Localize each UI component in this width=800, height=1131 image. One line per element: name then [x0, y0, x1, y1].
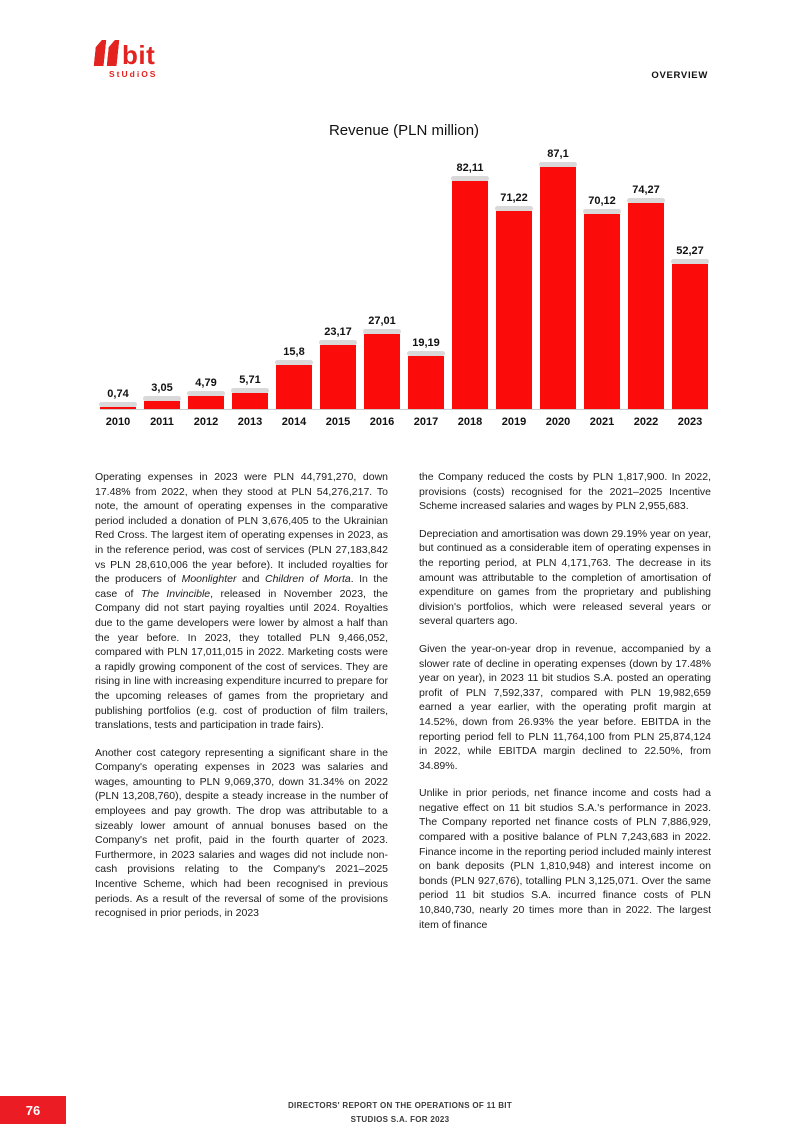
bar-value-label: 71,22	[500, 192, 528, 205]
paragraph	[419, 642, 711, 773]
year-label: 2021	[589, 416, 615, 428]
paragraph	[95, 746, 388, 921]
year-label: 2011	[150, 416, 174, 428]
logo-word: bit	[122, 39, 156, 70]
body-text: the Company reduced the costs by PLN 1,817,900. In 2022, provisions (costs) recognised for the 2021–2025 Incentive Scheme increased salaries and wages by PLN 2,955,683.	[419, 471, 711, 513]
bar	[408, 356, 444, 409]
bar-value-label: 87,1	[547, 148, 569, 161]
bar-column	[584, 195, 620, 409]
chart-title: Revenue (PLN million)	[328, 122, 480, 139]
footer-title-line1: DIRECTORS' REPORT ON THE OPERATIONS OF 11 BIT	[287, 1101, 513, 1110]
logo-subtext: StUdiOS	[109, 69, 158, 79]
body-text: Given the year-on-year drop in revenue, accompanied by a slower rate of decline in operating expenses (down by 17.48% year on year), in 2023 11 bit studios S.A. posted an operating profit of PLN 7,592,337, compared with PLN 19,982,659 earned a year earlier, with the operating profit margin at 14.52%, down from 26.93% the year before. EBITDA in the reporting period fell to PLN 11,764,100 from PLN 25,874,124 in 2022, while EBITDA margin declined to 22.50%, from 34.89%.	[419, 642, 711, 772]
x-axis-line	[100, 409, 708, 410]
section-label: OVERVIEW	[651, 70, 708, 81]
bar-column	[364, 315, 400, 409]
bar	[452, 181, 488, 409]
bar-column	[672, 245, 708, 409]
bar	[320, 345, 356, 409]
paragraph	[419, 527, 711, 629]
year-label: 2019	[501, 416, 527, 428]
text-column-right	[419, 470, 711, 945]
body-text: Unlike in prior periods, net finance income and costs had a negative effect on 11 bit studios S.A.'s performance in 2023. The Company reported net finance costs of PLN 7,886,929, compared with a positive balance of PLN 7,243,683 in 2022. Finance income in the reporting period included mainly interest on bank deposits (PLN 1,810,948) and interest income on bonds (PLN 927,676), totalling PLN 3,125,071. Over the same period 11 bit studios S.A. incurred finance costs of PLN 10,840,730, nearly 20 times more than in 2022. The largest item of finance	[419, 787, 711, 931]
year-label: 2013	[237, 416, 263, 428]
company-logo	[95, 40, 157, 79]
year-label: 2022	[633, 416, 659, 428]
bar	[100, 407, 136, 409]
year-label: 2023	[677, 416, 703, 428]
footer-report-title	[0, 1099, 800, 1126]
logo-row	[95, 39, 157, 70]
year-label: 2010	[105, 416, 131, 428]
bar-value-label: 52,27	[676, 244, 704, 257]
revenue-chart	[100, 122, 708, 428]
bar-column	[540, 148, 576, 409]
logo-11-mark-icon	[95, 40, 118, 66]
bar-value-label: 0,74	[107, 387, 129, 400]
bar-value-label: 27,01	[368, 314, 396, 327]
bar-column	[408, 337, 444, 409]
bar-value-label: 19,19	[412, 336, 440, 349]
text-column-left	[95, 470, 388, 934]
bar-value-label: 4,79	[195, 376, 217, 389]
bar	[188, 396, 224, 409]
bar-value-label: 74,27	[632, 183, 660, 196]
bar	[628, 203, 664, 409]
body-text: , released in November 2023, the Company did not start paying royalties until 2024. Royalties due to the game developers were lower by almost a half than the year before. In 2023, they totalled PLN 9,466,052, compared with PLN 17,011,015 in 2022. Marketing costs were a rapidly growing component of the cost of services. They are rising in line with increasing expenditure incurred to prepare for the upcoming releases of games from the proprietary and publishing portfolios (e.g. cost of production of film trailers, translations, tests and participation in trade fairs).	[95, 587, 388, 732]
year-label: 2012	[193, 416, 219, 428]
paragraph	[95, 470, 388, 733]
bar-column	[496, 192, 532, 409]
year-label: 2016	[369, 416, 395, 428]
year-label: 2018	[457, 416, 483, 428]
game-title-text: Children of Morta	[265, 573, 351, 586]
page-number: 76	[25, 1102, 41, 1118]
bar	[540, 167, 576, 409]
bar-value-label: 5,71	[239, 374, 261, 387]
game-title-text: Moonlighter	[181, 573, 237, 586]
body-text: . In the case of	[95, 573, 389, 600]
bar-value-label: 23,17	[324, 325, 352, 338]
footer-title-line2: STUDIOS S.A. FOR 2023	[350, 1114, 450, 1124]
bar	[584, 214, 620, 409]
bar-column	[452, 162, 488, 409]
bar-value-label: 70,12	[588, 195, 616, 208]
game-title-text: The Invincible	[140, 587, 211, 600]
bar-column	[188, 377, 224, 409]
bar	[144, 401, 180, 409]
bar	[276, 365, 312, 409]
bar-column	[628, 184, 664, 409]
bar	[232, 393, 268, 409]
body-text: Operating expenses in 2023 were PLN 44,791,270, down 17.48% from 2022, when they stood at PLN 54,276,217. To note, the amount of operating expenses in the comparative period included a donation of PLN 3,676,405 to the Ukrainian Red Cross. The largest item of operating expenses in 2023, as in the reference period, was cost of services (PLN 27,183,842 vs PLN 28,610,006 the year before). It included royalties for the producers of	[95, 471, 388, 586]
bar-column	[320, 326, 356, 409]
year-label: 2017	[413, 416, 439, 428]
body-text: and	[236, 573, 265, 586]
bar-value-label: 3,05	[151, 381, 173, 394]
body-text: Another cost category representing a significant share in the Company's operating expenses in 2023 was salaries and wages, amounting to PLN 9,069,370, down 31.34% on 2022 (PLN 13,208,760), despite a steady increase in the number of employees and pay growth. The drop was attributable to a sizeably lower amount of annual bonuses based on the Company's net profit, paid in the fourth quarter of 2023. Furthermore, in 2023 salaries and wages did not include non-cash provisions relating to the Company's 2021–2025 Incentive Scheme, which had been recognised in previous periods. As a result of the reversal of some of the provisions recognised in prior periods, in 2023	[95, 746, 388, 920]
paragraph	[419, 786, 711, 932]
paragraph	[419, 470, 711, 514]
logo-digit-one-icon	[94, 40, 107, 66]
bar	[672, 264, 708, 409]
bar-value-label: 82,11	[456, 161, 484, 174]
bar-column	[100, 388, 136, 409]
logo-digit-one-icon	[107, 40, 120, 66]
year-label: 2020	[545, 416, 571, 428]
x-axis-labels	[100, 416, 708, 428]
bar	[496, 211, 532, 409]
bar-column	[276, 346, 312, 409]
year-label: 2014	[281, 416, 307, 428]
bar-chart-plot	[100, 147, 708, 409]
bar	[364, 334, 400, 409]
year-label: 2015	[325, 416, 351, 428]
bar-column	[144, 382, 180, 409]
bar-value-label: 15,8	[283, 346, 305, 359]
body-text: Depreciation and amortisation was down 29.19% year on year, but continued as a considerable item of operating expenses in the reporting period, at PLN 4,171,763. The decrease in its amount was attributable to the completion of amortisation of expenditure on games from the proprietary and publishing division's portfolios, which were released several years or several quarters ago.	[419, 527, 711, 628]
bar-column	[232, 374, 268, 409]
